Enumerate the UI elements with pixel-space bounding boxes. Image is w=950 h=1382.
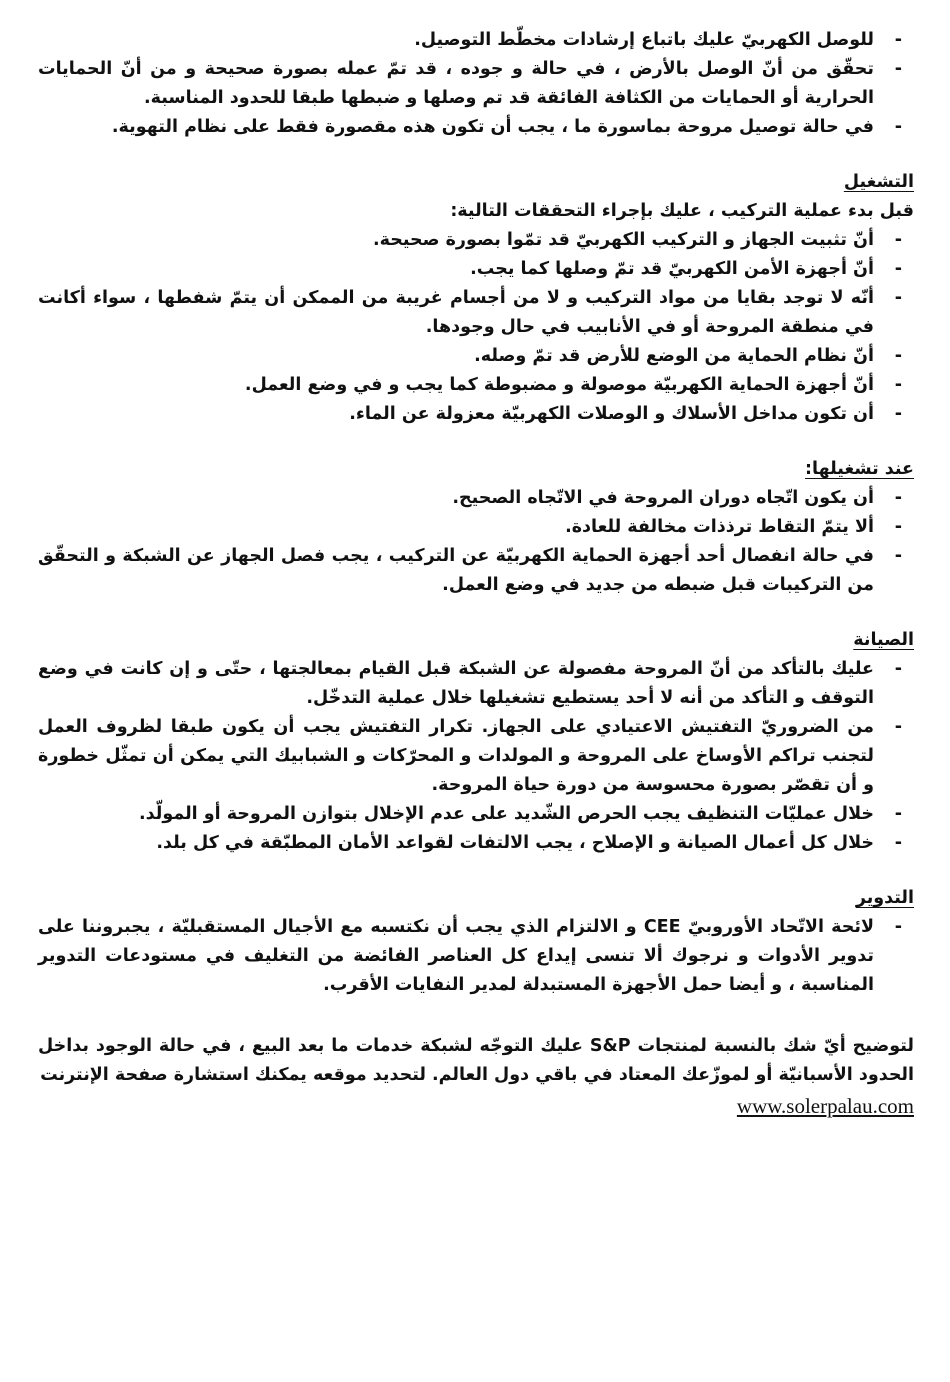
list-item: - أنّ نظام الحماية من الوضع للأرض قد تمّ وصله. <box>38 342 914 371</box>
list-item: - أنّ أجهزة الحماية الكهربيّة موصولة و مضبوطة كما يجب و في وضع العمل. <box>38 371 914 400</box>
operation-intro: قبل بدء عملية التركيب ، عليك بإجراء التحققات التالية: <box>450 201 914 221</box>
list-item: - لائحة الاتّحاد الأوروبيّ CEE و الالتزام الذي يجب أن نكتسبه مع الأجيال المستقبليّة ، يجبروننا على تدوير الأدوات و نرجوك ألا تنسى إيداع كل العناصر الفائضة من التغليف في مستودعات التدوير المناسبة ، و أيضا حمل الأجهزة المستبدلة لمدير النفايات الأقرب. <box>38 913 914 1000</box>
closing-paragraph: لتوضيح أيّ شك بالنسبة لمنتجات S&P عليك التوجّه لشبكة خدمات ما بعد البيع ، في حالة الوجود بداخل الحدود الأسبانيّة أو لموزّعك المعتاد في باقي دول العالم. لتحديد موقعه يمكنك استشارة صفحة الإنترنت <box>38 1036 914 1085</box>
maintenance-list <box>38 655 914 858</box>
operation-checklist <box>38 226 914 429</box>
section-heading-startup: عند تشغيلها: <box>805 459 914 479</box>
recycling-section <box>38 884 914 1000</box>
recycling-list <box>38 913 914 1000</box>
list-item: - عليك بالتأكد من أنّ المروحة مفصولة عن الشبكة قبل القيام بمعالجتها ، حتّى و إن كانت في وضع التوقف و التأكد من أنه لا أحد يستطيع تشغيلها خلال عملية التدخّل. <box>38 655 914 713</box>
list-item: - أن تكون مداخل الأسلاك و الوصلات الكهربيّة معزولة عن الماء. <box>38 400 914 429</box>
maintenance-section <box>38 626 914 858</box>
section-heading-recycling: التدوير <box>855 888 914 908</box>
list-item: - أنّ تثبيت الجهاز و التركيب الكهربيّ قد تمّوا بصورة صحيحة. <box>38 226 914 255</box>
list-item: - تحقّق من أنّ الوصل بالأرض ، في حالة و جوده ، قد تمّ عمله بصورة صحيحة و من أنّ الحمايات الحرارية أو الحمايات من الكثافة الفائقة قد تم وصلها و ضبطها طبقا للحدود المناسبة. <box>38 55 914 113</box>
wiring-list <box>38 26 914 142</box>
list-item: - خلال كل أعمال الصيانة و الإصلاح ، يجب الالتفات لقواعد الأمان المطبّقة في كل بلد. <box>38 829 914 858</box>
list-item: - أنّه لا توجد بقايا من مواد التركيب و لا من أجسام غريبة من الممكن أن يتمّ شفطها ، سواء أكانت في منطقة المروحة أو في الأنابيب في حال وجودها. <box>38 284 914 342</box>
website-link[interactable]: www.solerpalau.com <box>736 1094 914 1118</box>
list-item: - في حالة توصيل مروحة بماسورة ما ، يجب أن تكون هذه مقصورة فقط على نظام التهوية. <box>38 113 914 142</box>
list-item: - أنّ أجهزة الأمن الكهربيّ قد تمّ وصلها كما يجب. <box>38 255 914 284</box>
document-page <box>38 26 914 1121</box>
startup-checklist <box>38 484 914 600</box>
operation-section <box>38 168 914 429</box>
section-heading-operation: التشغيل <box>843 172 914 192</box>
closing-section <box>38 1032 914 1121</box>
startup-section <box>38 455 914 600</box>
section-heading-maintenance: الصيانة <box>853 630 914 650</box>
list-item: - أن يكون اتّجاه دوران المروحة في الاتّجاه الصحيح. <box>38 484 914 513</box>
list-item: - من الضروريّ التفتيش الاعتيادي على الجهاز. تكرار التفتيش يجب أن يكون طبقا لظروف العمل لتجنب تراكم الأوساخ على المروحة و المولدات و المحرّكات و الشبابيك التي يمكن أن تمثّل خطورة و أن تقصّر بصورة محسوسة من دورة حياة المروحة. <box>38 713 914 800</box>
list-item: - خلال عمليّات التنظيف يجب الحرص الشّديد على عدم الإخلال بتوازن المروحة أو المولّد. <box>38 800 914 829</box>
list-item: - ألا يتمّ التقاط ترذذات مخالفة للعادة. <box>38 513 914 542</box>
list-item: - في حالة انفصال أحد أجهزة الحماية الكهربيّة عن التركيب ، يجب فصل الجهاز عن الشبكة و التحقّق من التركيبات قبل ضبطه من جديد في وضع العمل. <box>38 542 914 600</box>
list-item: - للوصل الكهربيّ عليك باتباع إرشادات مخطّط التوصيل. <box>38 26 914 55</box>
